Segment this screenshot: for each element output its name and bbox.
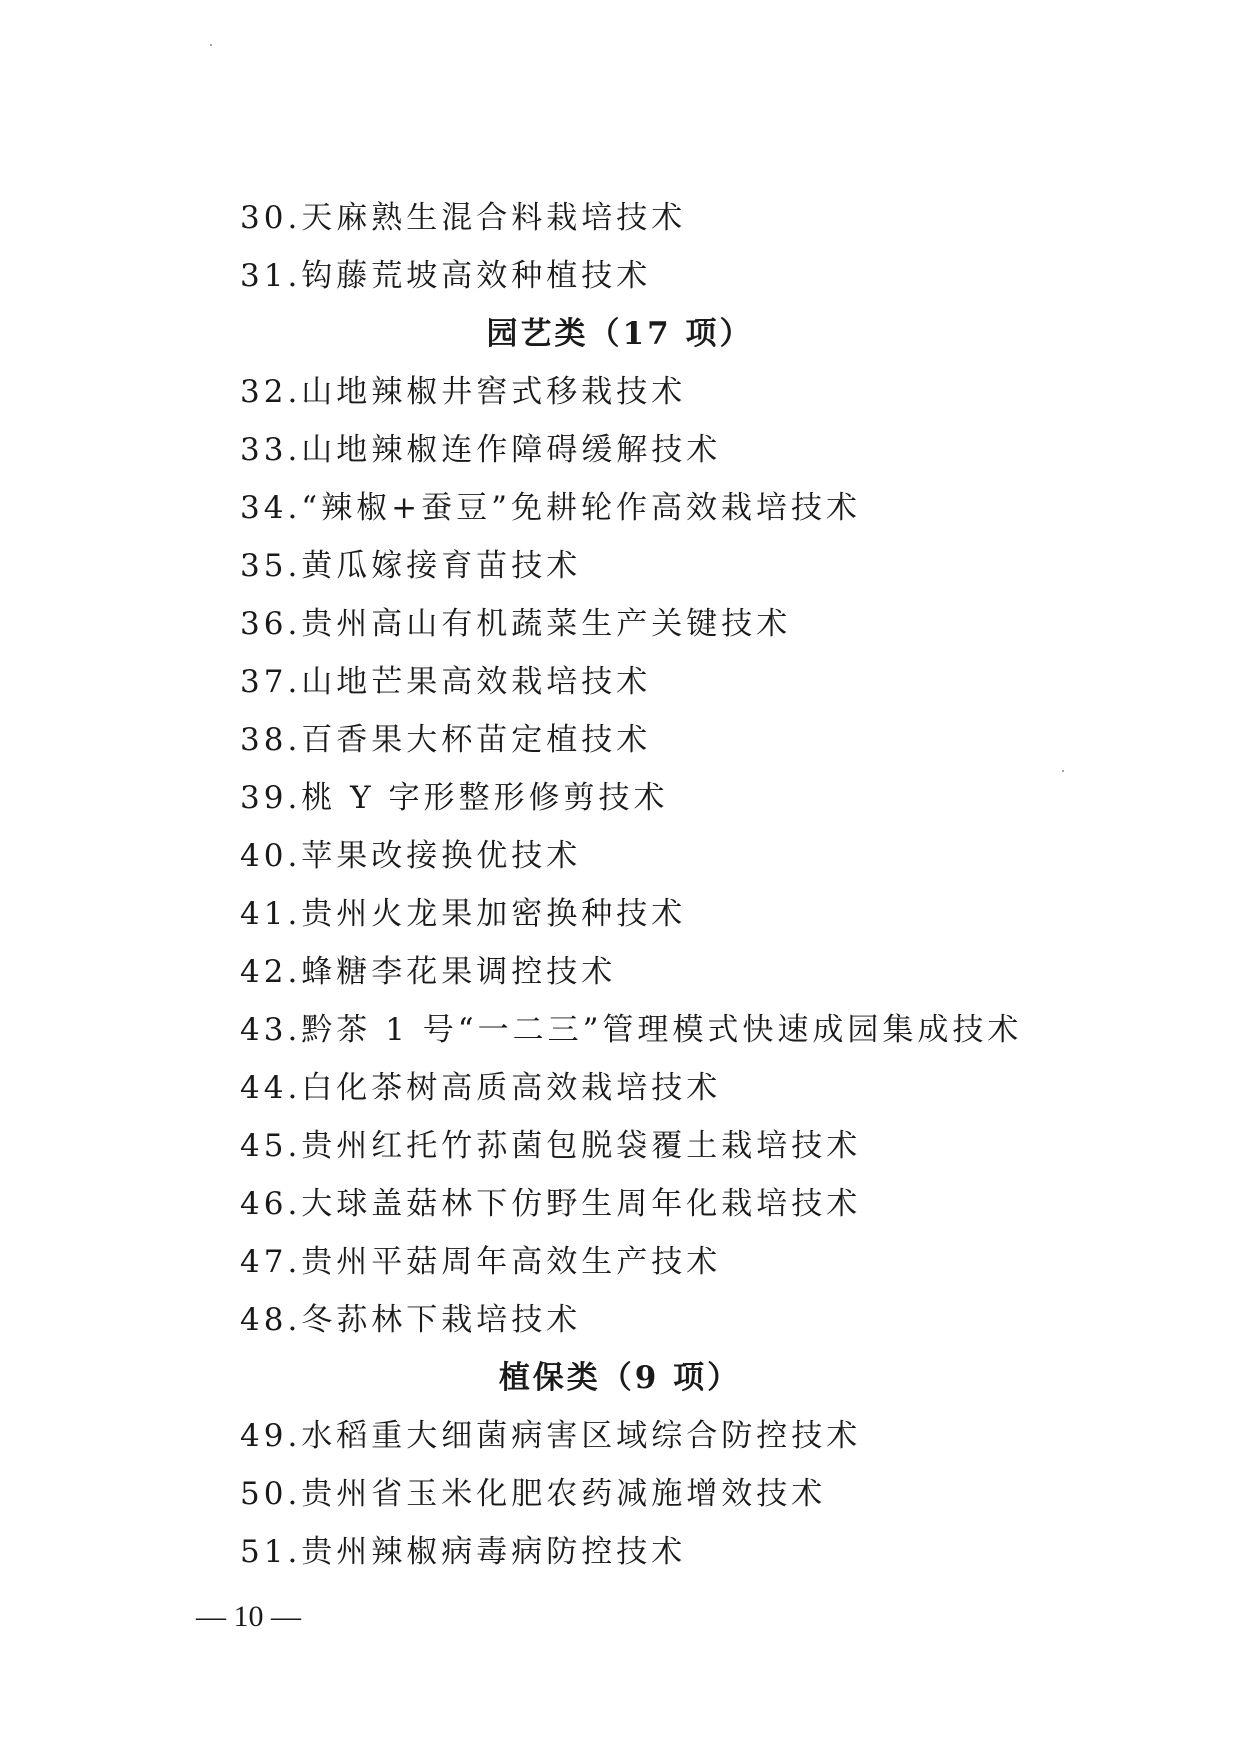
section-heading-plant-protection: 植保类（9 项） bbox=[498, 1360, 742, 1396]
list-item: 38.百香果大杯苗定植技术 bbox=[240, 722, 652, 758]
list-item: 35.黄瓜嫁接育苗技术 bbox=[240, 548, 582, 584]
page-number: — 10 — bbox=[196, 1600, 301, 1633]
list-item: 45.贵州红托竹荪菌包脱袋覆土栽培技术 bbox=[240, 1128, 862, 1164]
list-item: 37.山地芒果高效栽培技术 bbox=[240, 664, 652, 700]
list-item: 50.贵州省玉米化肥农药减施增效技术 bbox=[240, 1476, 827, 1512]
list-item: 32.山地辣椒井窖式移栽技术 bbox=[240, 374, 687, 410]
list-item: 43.黔茶 1 号“一二三”管理模式快速成园集成技术 bbox=[240, 1012, 1023, 1048]
list-item: 48.冬荪林下栽培技术 bbox=[240, 1302, 582, 1338]
list-item: 46.大球盖菇林下仿野生周年化栽培技术 bbox=[240, 1186, 862, 1222]
section-heading-horticulture: 园艺类（17 项） bbox=[486, 316, 754, 352]
list-item: 40.苹果改接换优技术 bbox=[240, 838, 582, 874]
scan-speck bbox=[210, 44, 212, 46]
list-item: 30.天麻熟生混合料栽培技术 bbox=[240, 200, 687, 236]
list-item: 36.贵州高山有机蔬菜生产关键技术 bbox=[240, 606, 792, 642]
list-item: 39.桃 Y 字形整形修剪技术 bbox=[240, 780, 669, 816]
list-item: 42.蜂糖李花果调控技术 bbox=[240, 954, 617, 990]
list-item: 41.贵州火龙果加密换种技术 bbox=[240, 896, 687, 932]
scan-speck bbox=[1062, 770, 1064, 772]
list-item: 31.钩藤荒坡高效种植技术 bbox=[240, 258, 652, 294]
list-item: 49.水稻重大细菌病害区域综合防控技术 bbox=[240, 1418, 862, 1454]
list-item: 47.贵州平菇周年高效生产技术 bbox=[240, 1244, 722, 1280]
list-item: 33.山地辣椒连作障碍缓解技术 bbox=[240, 432, 722, 468]
list-item: 51.贵州辣椒病毒病防控技术 bbox=[240, 1534, 687, 1570]
list-item: 44.白化茶树高质高效栽培技术 bbox=[240, 1070, 722, 1106]
list-item: 34.“辣椒+蚕豆”免耕轮作高效栽培技术 bbox=[240, 490, 861, 526]
